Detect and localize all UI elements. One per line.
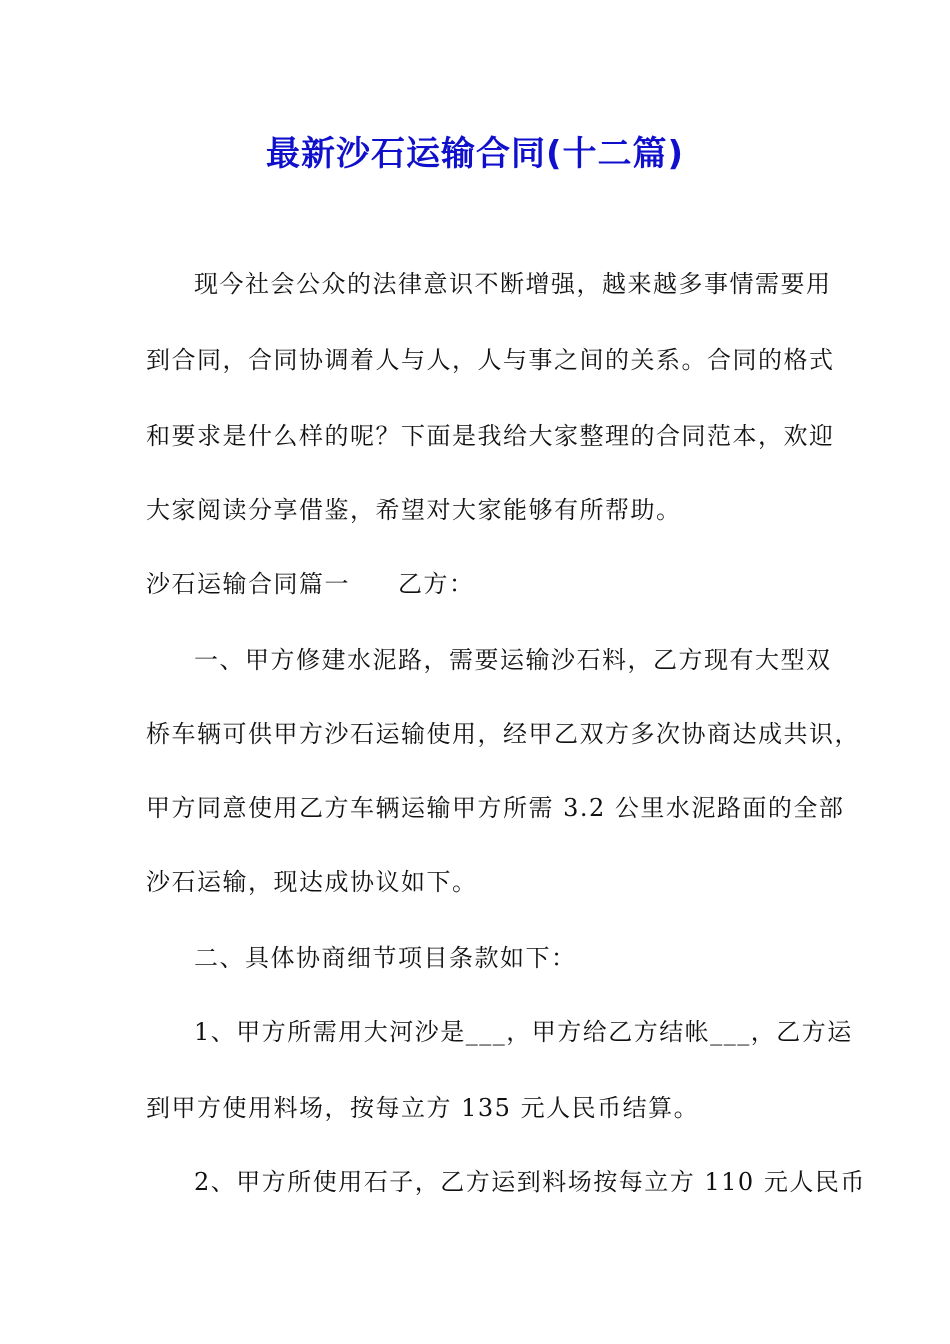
party-b-label: 乙方： [398,570,475,598]
item1-line-1: 1、甲方所需用大河沙是___，甲方给乙方结帐___，乙方运 [194,1018,853,1046]
clause2-heading: 二、具体协商细节项目条款如下： [194,944,577,972]
section-heading: 沙石运输合同篇一 [146,570,350,598]
clause1-line-1: 一、甲方修建水泥路，需要运输沙石料，乙方现有大型双 [194,646,832,674]
item2-line-1: 2、甲方所使用石子，乙方运到料场按每立方 110 元人民币 [194,1168,866,1196]
document-title: 最新沙石运输合同(十二篇) [265,134,685,174]
clause1-line-2: 桥车辆可供甲方沙石运输使用，经甲乙双方多次协商达成共识， [146,720,860,748]
item1-line-2: 到甲方使用料场，按每立方 135 元人民币结算。 [146,1094,700,1122]
intro-line-1: 现今社会公众的法律意识不断增强，越来越多事情需要用 [194,270,832,298]
intro-line-2: 到合同，合同协调着人与人，人与事之间的关系。合同的格式 [146,346,835,374]
clause1-line-3: 甲方同意使用乙方车辆运输甲方所需 3.2 公里水泥路面的全部 [146,794,845,822]
intro-line-4: 大家阅读分享借鉴，希望对大家能够有所帮助。 [146,496,682,524]
section-heading-line [146,566,826,602]
intro-line-3: 和要求是什么样的呢？下面是我给大家整理的合同范本，欢迎 [146,422,835,450]
clause1-line-4: 沙石运输，现达成协议如下。 [146,868,478,896]
